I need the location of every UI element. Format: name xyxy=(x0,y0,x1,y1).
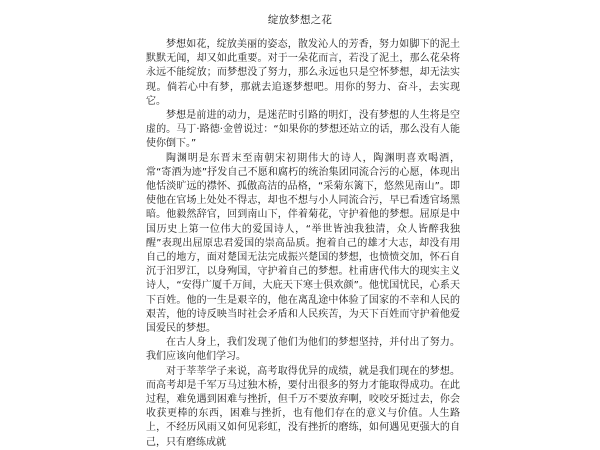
paragraph-intro: 梦想如花，绽放美丽的姿态，散发沁人的芳香，努力如脚下的泥土默默无闻，却又如此重要。对于一朵花而言，若没了泥土，那么花朵将永远不能绽放；而梦想没了努力，那么永远也只是空怀梦想，却无法实现。倘若心中有梦，那就去追逐梦想吧。用你的努力、奋斗，去实现它。 xyxy=(146,39,460,107)
document-title: 绽放梦想之花 xyxy=(267,14,333,26)
paragraph-dream-motivation: 梦想是前进的动力，是迷茫时引路的明灯，没有梦想的人生将是空虚的。马丁·路德·金曾说过：“如果你的梦想还站立的话，那么没有人能使你倒下。” xyxy=(146,110,460,150)
paragraph-learn-from-ancients: 在古人身上，我们发现了他们为他们的梦想坚持，并付出了努力。我们应该向他们学习。 xyxy=(146,337,460,363)
paragraph-students-exam: 对于莘莘学子来说，高考取得优异的成绩，就是我们现在的梦想。而高考却是千军万马过独木桥，要付出很多的努力才能取得成功。在此过程，难免遇到困难与挫折，但千万不要放弃啊，咬咬牙挺过去，你会收获更棒的东西，困难与挫折，也有他们存在的意义与价值。人生路上，不经历风雨又如何见彩虹，没有挫折的磨练，如何遇见更强大的自己，只有磨练成就 xyxy=(146,365,460,448)
document-body xyxy=(146,38,460,450)
paragraph-historical-poets: 陶渊明是东晋末至南朝宋初期伟大的诗人，陶渊明喜欢喝酒，常“寄酒为迹”抒发自己不愿和腐朽的统治集团同流合污的心愿，体现出他恬淡旷远的襟怀、孤傲高洁的品格，“采菊东篱下，悠然见南山”。即使他在官场上处处不得志，却也不想与小人同流合污，早已看透官场黑暗。他毅然辞官，回到南山下，伴着菊花，守护着他的梦想。屈原是中国历史上第一位伟大的爱国诗人，“举世皆浊我独清，众人皆醉我独醒”表现出屈原忠君爱国的崇高品质。抱着自己的雄才大志，却没有用自己的地方，面对楚国无法完成振兴楚国的梦想，也愤愤交加，怀石自沉于汨罗江，以身殉国，守护着自己的梦想。杜甫唐代伟大的现实主义诗人，“安得广厦千万间，大庇天下寒士俱欢颜”。他忧国忧民，心系天下百姓。他的一生是艰辛的，他在离乱途中体验了国家的不幸和人民的艰苦，他的诗反映当时社会矛盾和人民疾苦，为天下百姓而守护着他爱国爱民的梦想。 xyxy=(146,152,460,335)
